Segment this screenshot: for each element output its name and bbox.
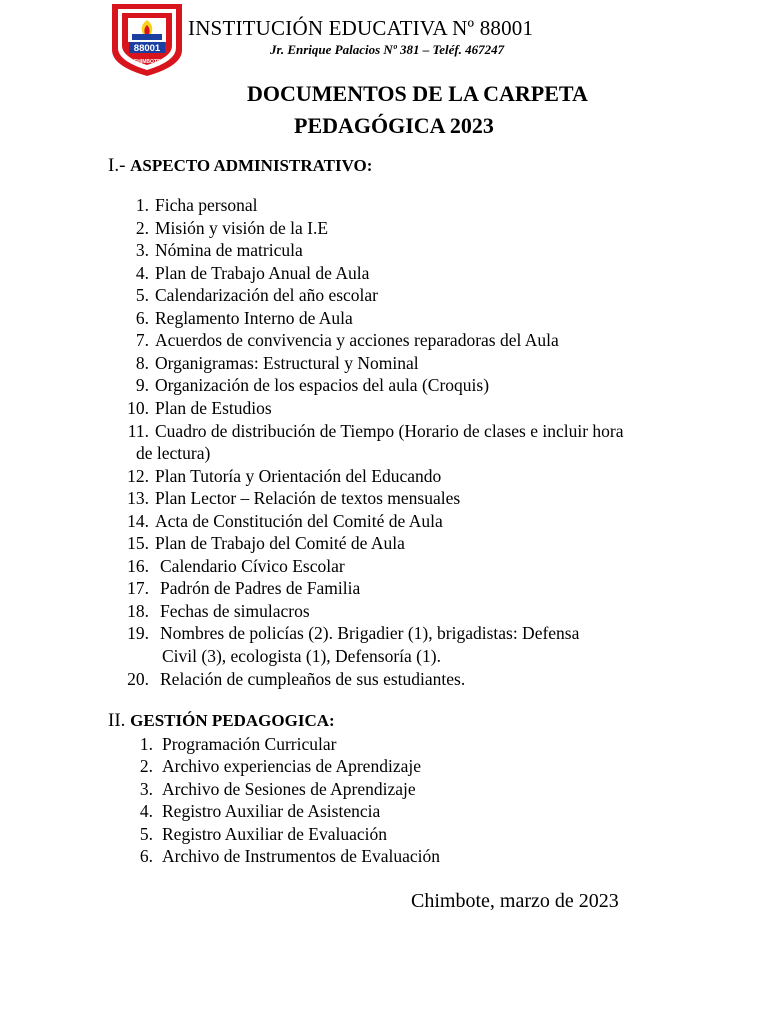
- item-text: Archivo experiencias de Aprendizaje: [162, 756, 421, 777]
- institution-address: Jr. Enrique Palacios Nº 381 – Teléf. 467247: [270, 42, 505, 57]
- section-name: GESTIÓN PEDAGOGICA:: [130, 711, 335, 730]
- item-text: Calendario Cívico Escolar: [160, 555, 345, 576]
- item-text: Cuadro de distribución de Tiempo (Horario de clases e incluir hora: [155, 420, 624, 441]
- item-text: Calendarización del año escolar: [155, 285, 379, 306]
- item-number: 15.: [127, 533, 149, 554]
- institution-name: INSTITUCIÓN EDUCATIVA Nº 88001: [188, 16, 534, 40]
- section-number: I.-: [108, 155, 126, 176]
- item-text: Plan de Trabajo del Comité de Aula: [155, 533, 405, 554]
- item-text: Acta de Constitución del Comité de Aula: [155, 510, 443, 531]
- item-number: 11.: [127, 420, 149, 441]
- item-number: 9.: [135, 375, 149, 396]
- item-text: Nómina de matricula: [155, 240, 303, 261]
- item-number: 16.: [127, 555, 149, 576]
- item-text: Nombres de policías (2). Brigadier (1), brigadistas: Defensa: [160, 623, 580, 644]
- item-number: 20.: [127, 668, 149, 689]
- item-number: 1.: [139, 734, 153, 754]
- item-number: 7.: [135, 330, 149, 351]
- item-text: Relación de cumpleaños de sus estudiantes.: [160, 668, 466, 689]
- item-text: Plan de Estudios: [155, 397, 272, 418]
- item-number: 19.: [127, 623, 149, 644]
- item-number: 14.: [127, 510, 149, 531]
- list-item-continuation: de lectura): [136, 443, 211, 464]
- section-number: II.: [108, 710, 126, 731]
- item-number: 13.: [127, 488, 149, 509]
- logo-number: 88001: [133, 43, 161, 54]
- section-name: ASPECTO ADMINISTRATIVO:: [130, 156, 373, 175]
- logo-city: CHIMBOTE: [133, 59, 161, 65]
- item-number: 4.: [139, 801, 153, 822]
- item-number: 12.: [127, 465, 149, 486]
- item-number: 17.: [127, 578, 149, 599]
- item-text: Organización de los espacios del aula (Croquis): [155, 375, 490, 396]
- item-number: 5.: [139, 823, 153, 844]
- item-number: 18.: [127, 600, 149, 621]
- item-text: Plan Lector – Relación de textos mensuales: [155, 488, 461, 509]
- item-number: 2.: [139, 756, 153, 777]
- item-text: Archivo de Sesiones de Aprendizaje: [162, 778, 416, 799]
- item-text: Padrón de Padres de Familia: [160, 578, 361, 599]
- item-number: 1.: [135, 195, 149, 215]
- item-number: 3.: [139, 778, 153, 799]
- item-text: Ficha personal: [155, 195, 258, 215]
- title-line-1: DOCUMENTOS DE LA CARPETA: [247, 81, 588, 106]
- item-text: Reglamento Interno de Aula: [155, 307, 353, 328]
- section-heading-pedagogical: [108, 710, 335, 732]
- item-number: 5.: [135, 285, 149, 306]
- item-number: 10.: [127, 397, 149, 418]
- item-number: 6.: [135, 307, 149, 328]
- title-line-2: PEDAGÓGICA 2023: [294, 113, 494, 138]
- item-text: Organigramas: Estructural y Nominal: [155, 352, 419, 373]
- item-text: Registro Auxiliar de Evaluación: [162, 823, 388, 844]
- item-number: 8.: [135, 352, 149, 373]
- list-item-continuation: Civil (3), ecologista (1), Defensoría (1).: [162, 646, 441, 666]
- item-text: Registro Auxiliar de Asistencia: [162, 801, 381, 822]
- section-heading-administrative: [108, 155, 372, 177]
- item-text: Archivo de Instrumentos de Evaluación: [162, 846, 440, 866]
- item-text: Plan Tutoría y Orientación del Educando: [155, 465, 442, 486]
- item-number: 4.: [135, 262, 149, 283]
- item-number: 3.: [135, 240, 149, 261]
- item-text: Plan de Trabajo Anual de Aula: [155, 262, 370, 283]
- item-text: Acuerdos de convivencia y acciones reparadoras del Aula: [155, 330, 559, 351]
- item-text: Programación Curricular: [162, 734, 337, 754]
- item-text: Fechas de simulacros: [160, 600, 310, 621]
- item-number: 2.: [135, 217, 149, 238]
- item-number: 6.: [139, 846, 153, 866]
- place-and-date: Chimbote, marzo de 2023: [411, 890, 619, 912]
- school-logo: [108, 0, 186, 78]
- item-text: Misión y visión de la I.E: [155, 217, 329, 238]
